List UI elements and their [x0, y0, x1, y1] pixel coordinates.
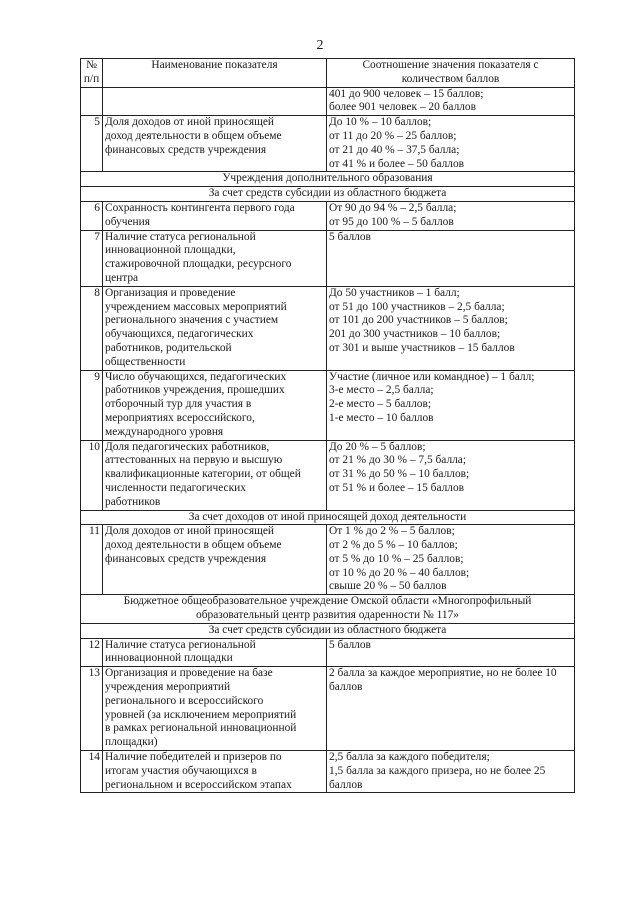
table-row: [81, 440, 575, 510]
row-indicator: Сохранность контингента первого года обучения: [103, 201, 327, 230]
row-number: 13: [81, 667, 103, 751]
row-values: Участие (личное или командное) – 1 балл; 3-е место – 2,5 балла; 2-е место – 5 баллов; 1-е место – 10 баллов: [327, 370, 575, 440]
table-row: [81, 751, 575, 793]
row-values: 2,5 балла за каждого победителя; 1,5 балла за каждого призера, но не более 25 баллов: [327, 751, 575, 793]
table-row: [81, 201, 575, 230]
subsection-title: За счет средств субсидии из областного бюджета: [81, 623, 575, 638]
row-indicator: Доля педагогических работников, аттестованных на первую и высшую квалификационные категории, от общей численности педагогических работников: [103, 440, 327, 510]
table-row: [81, 667, 575, 751]
row-values: 5 баллов: [327, 230, 575, 286]
row-number: 5: [81, 116, 103, 172]
row-number: 10: [81, 440, 103, 510]
section-title: Бюджетное общеобразовательное учреждение Омской области «Многопрофильный образовательный центр развития одаренности № 117»: [81, 595, 575, 624]
indicators-table: [80, 58, 575, 793]
subsection-title: За счет средств субсидии из областного бюджета: [81, 187, 575, 202]
subsection-row: [81, 187, 575, 202]
row-indicator: Число обучающихся, педагогических работников учреждения, прошедших отборочный тур для участия в мероприятиях всероссийского, международного уровня: [103, 370, 327, 440]
section-row: [81, 595, 575, 624]
row-indicator: Организация и проведение на базе учреждения мероприятий регионального и всероссийского уровней (за исключением мероприятий в рамках региональной инновационной площадки): [103, 667, 327, 751]
row-values: 5 баллов: [327, 638, 575, 667]
page-number: 2: [316, 38, 324, 53]
subsection-row: [81, 510, 575, 525]
subsection-row: [81, 623, 575, 638]
row-number: 6: [81, 201, 103, 230]
row-values: До 10 % – 10 баллов; от 11 до 20 % – 25 баллов; от 21 до 40 % – 37,5 балла; от 41 % и более – 50 баллов: [327, 116, 575, 172]
row-number: 9: [81, 370, 103, 440]
subsection-title: За счет доходов от иной приносящей доход деятельности: [81, 510, 575, 525]
row-indicator: Доля доходов от иной приносящей доход деятельности в общем объеме финансовых средств учреждения: [103, 525, 327, 595]
row-values: 2 балла за каждое мероприятие, но не более 10 баллов: [327, 667, 575, 751]
table-row: [81, 286, 575, 370]
row-indicator: Наличие статуса региональной инновационной площадки, стажировочной площадки, ресурсного центра: [103, 230, 327, 286]
row-indicator: Организация и проведение учреждением массовых мероприятий регионального значения с участием обучающихся, педагогических работников, родительской общественности: [103, 286, 327, 370]
header-ratio: Соотношение значения показателя с количеством баллов: [327, 59, 575, 88]
table-row: [81, 525, 575, 595]
row-number: 7: [81, 230, 103, 286]
row-number: 12: [81, 638, 103, 667]
row-indicator: Наличие победителей и призеров по итогам участия обучающихся в региональном и всероссийском этапах: [103, 751, 327, 793]
row-values: От 90 до 94 % – 2,5 балла; от 95 до 100 % – 5 баллов: [327, 201, 575, 230]
table-row: [81, 370, 575, 440]
row-values: От 1 % до 2 % – 5 баллов; от 2 % до 5 % – 10 баллов; от 5 % до 10 % – 25 баллов; от 10 % до 20 % – 40 баллов; свыше 20 % – 50 баллов: [327, 525, 575, 595]
row-number: 8: [81, 286, 103, 370]
table-header-row: [81, 59, 575, 88]
section-title: Учреждения дополнительного образования: [81, 172, 575, 187]
table-row: [81, 87, 575, 116]
row-indicator: Наличие статуса региональной инновационной площадки: [103, 638, 327, 667]
table-row: [81, 116, 575, 172]
row-values: До 50 участников – 1 балл; от 51 до 100 участников – 2,5 балла; от 101 до 200 участников – 5 баллов; 201 до 300 участников – 10 баллов; от 301 и выше участников – 15 баллов: [327, 286, 575, 370]
row-number: 14: [81, 751, 103, 793]
row-number: 11: [81, 525, 103, 595]
row-indicator: Доля доходов от иной приносящей доход деятельности в общем объеме финансовых средств учреждения: [103, 116, 327, 172]
section-row: [81, 172, 575, 187]
header-num: № п/п: [81, 59, 103, 88]
row-values: До 20 % – 5 баллов; от 21 % до 30 % – 7,5 балла; от 31 % до 50 % – 10 баллов; от 51 % и более – 15 баллов: [327, 440, 575, 510]
table-row: [81, 230, 575, 286]
row-values: 401 до 900 человек – 15 баллов; более 901 человек – 20 баллов: [327, 87, 575, 116]
table-row: [81, 638, 575, 667]
header-name: Наименование показателя: [103, 59, 327, 88]
